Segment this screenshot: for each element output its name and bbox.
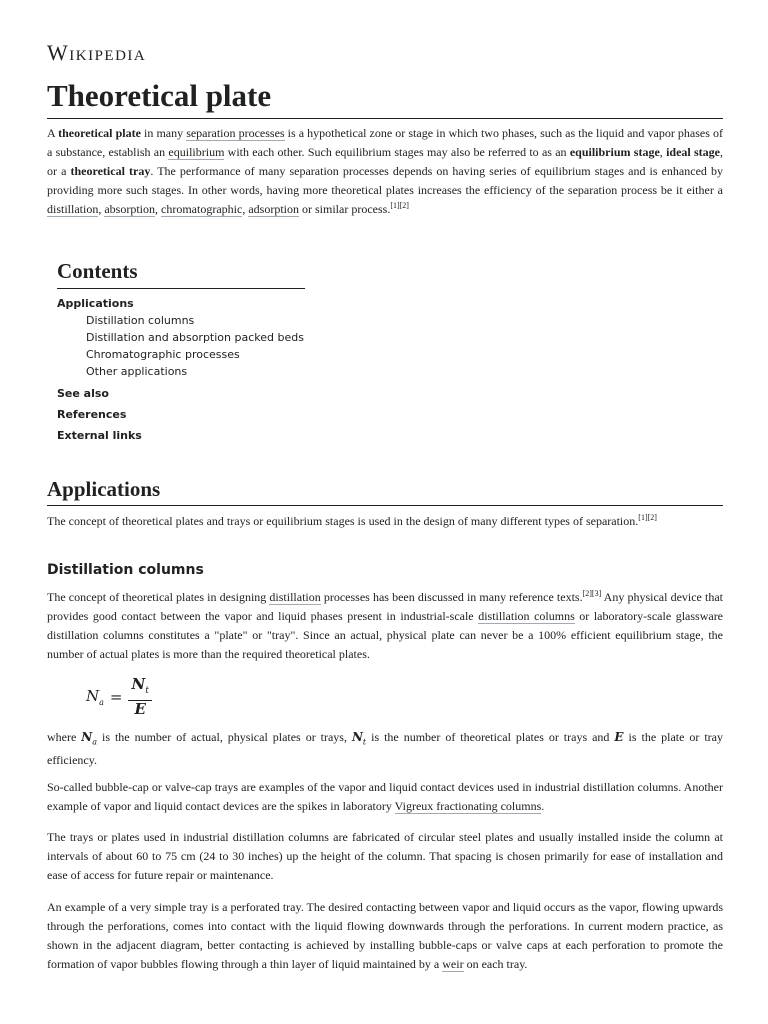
reference-marker[interactable]: [1][2] (638, 513, 657, 522)
link-equilibrium[interactable]: equilibrium (168, 145, 225, 159)
section-heading-distillation-columns: Distillation columns (47, 562, 204, 578)
link-weir[interactable]: weir (442, 957, 464, 971)
distillation-paragraph-3: So-called bubble-cap or valve-cap trays are examples of the vapor and liquid contact devices used in industrial distillation columns. Another example of vapor and liquid contact devices are the spikes in laboratory Vigreux fractionating columns. (47, 780, 723, 813)
table-of-contents (57, 258, 307, 444)
term-theoretical-tray: theoretical tray (70, 164, 151, 178)
toc-item-external-links[interactable]: External links (57, 429, 142, 442)
link-adsorption[interactable]: adsorption (248, 202, 299, 216)
term-equilibrium-stage: equilibrium stage (569, 145, 660, 159)
reference-marker[interactable]: [2][3] (582, 589, 602, 598)
math-na: $N_a$ (81, 730, 98, 747)
plate-efficiency-formula: $N_a$ = $\frac{N_t}{E}$ (86, 676, 152, 718)
applications-paragraph: The concept of theoretical plates and trays or equilibrium stages is used in the design of many different types of separation.[1][2] (47, 513, 657, 528)
link-separation-processes[interactable]: separation processes (186, 126, 285, 140)
wikipedia-logo[interactable]: Wikipedia (47, 40, 147, 65)
toc-item-other-applications[interactable]: Other applications (86, 365, 188, 378)
link-vigreux-columns[interactable]: Vigreux fractionating columns (394, 799, 542, 813)
page-title: Theoretical plate (47, 78, 723, 119)
link-distillation[interactable]: distillation (269, 590, 321, 604)
section-heading-applications: Applications (47, 476, 723, 506)
link-distillation[interactable]: distillation (47, 202, 99, 216)
link-absorption[interactable]: absorption (104, 202, 156, 216)
distillation-paragraph-5: An example of a very simple tray is a perforated tray. The desired contacting between vapor and liquid occurs as the vapor, flowing upwards through the perforations, comes into contact with the liquid flowing downwards through the perforations. In current modern practice, as shown in the adjacent diagram, better contacting is achieved by installing bubble-caps or valve caps at each perforation to promote the formation of vapor bubbles flowing through a thin layer of liquid maintained by a weir on each tray. (47, 900, 723, 971)
toc-item-references[interactable]: References (57, 408, 127, 421)
term-ideal-stage: ideal stage (666, 145, 720, 159)
distillation-paragraph-4: The trays or plates used in industrial distillation columns are fabricated of circular steel plates and usually installed inside the column at intervals of about 60 to 75 cm (24 to 30 inches) up the height of the column. That spacing is chosen primarily for ease of installation and ease of access for future repair or maintenance. (47, 830, 723, 882)
distillation-paragraph-1: The concept of theoretical plates in designing distillation processes has been discussed in many reference texts.[2][3] Any physical device that provides good contact between the vapor and liquid phases present in industrial-scale distillation columns or laboratory-scale glassware distillation columns constitutes a "plate" or "tray". Since an actual, physical plate can never be a 100% efficient equilibrium stage, the number of actual plates is more than the required theoretical plates. (47, 589, 724, 661)
intro-paragraph: A theoretical plate in many separation processes is a hypothetical zone or stage in which two phases, such as the liquid and vapor phases of a substance, establish an equilibrium with each other. Such equilibrium stages may also be referred to as an equilibrium stage, ideal stage, or a theoretical tray. The performance of many separation processes depends on having series of equilibrium stages and is enhanced by providing more such stages. In other words, having more theoretical plates increases the efficiency of the separation process be it either a distillation, absorption, chromatographic, adsorption or similar process.[1][2] (47, 126, 723, 216)
math-nt: $N_t$ (351, 730, 367, 747)
toc-item-applications[interactable]: Applications (57, 297, 134, 310)
toc-item-distillation-columns[interactable]: Distillation columns (86, 314, 195, 327)
link-distillation-columns[interactable]: distillation columns (478, 609, 575, 623)
term-theoretical-plate: theoretical plate (58, 126, 141, 140)
toc-item-packed-beds[interactable]: Distillation and absorption packed beds (86, 331, 304, 344)
contents-heading: Contents (57, 258, 305, 289)
math-e: E (614, 730, 624, 744)
toc-item-chromatographic-processes[interactable]: Chromatographic processes (86, 348, 240, 361)
reference-marker[interactable]: [1][2] (390, 201, 409, 210)
link-chromatographic[interactable]: chromatographic (161, 202, 243, 216)
toc-item-see-also[interactable]: See also (57, 387, 109, 400)
distillation-paragraph-2: where $N_a$ is the number of actual, physical plates or trays, $N_t$ is the number of theoretical plates or trays and E is the plate or tray efficiency. (47, 730, 724, 768)
